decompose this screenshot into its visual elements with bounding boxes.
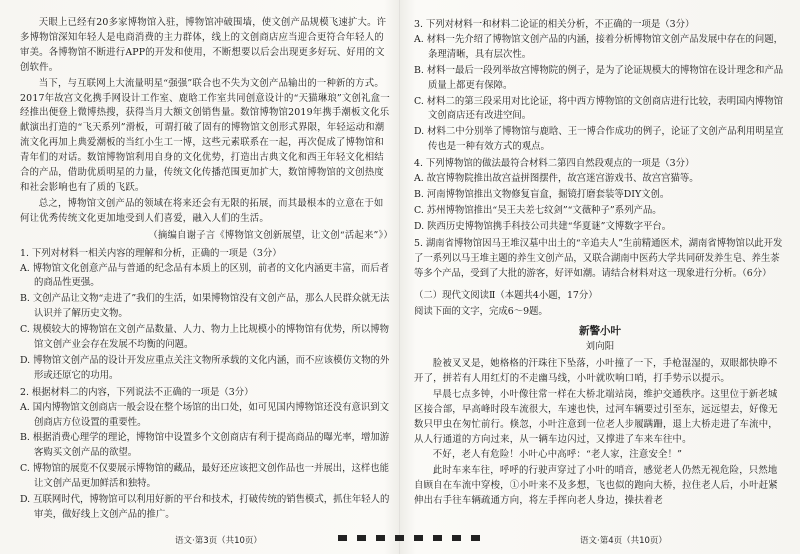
question-4-option-b: B. 河南博物馆推出文物修复盲盒，掘镜打磨套装等DIY文创。 — [414, 188, 670, 200]
right-page — [414, 16, 786, 510]
story-paragraph: 脸被叉叉是，她格格的汗珠往下坠落，小叶撞了一下，手枪湿湿的，双眼都快睁不开了，拼若有人用红灯的不走幽马线，小叶就吹响口哨，打手势示以提示。 — [414, 358, 778, 384]
left-page — [20, 16, 393, 524]
story-paragraph: 不好，老人有危险！小叶心中高呼：“老人家，注意安全！” — [432, 449, 683, 461]
registration-mark — [376, 535, 385, 541]
story-paragraph: 早晨七点多钟，小叶像往常一样在大桥北端站岗，维护交通秩序。这里位于新老城区接合部，早高峰时段车流很大，车速也快，过河车辆要过引至东，远远望去，好像无数只甲虫在匆忙前行。倏忽，小叶注意到一位老人步履蹒跚，退上大桥走进了车流中，从人行通道的方向过来，从一辆车边闪过，又撑进了车来车往中。 — [414, 388, 778, 445]
story-paragraph: 此时车来车往，呼呼的行驶声穿过了小叶的哨音，感觉老人仍然无视危险，只然地自顾自在车流中穿梭，①小叶来不及多想，飞也似的跑向大桥，拉住老人后，小叶赶紧伸出右手往车辆疏通方向，将左手挥向老人身边，操扶着老 — [414, 465, 778, 507]
material-paragraph: 总之，博物馆文创产品的领域在将来还会有无限的拓展，而其最根本的立意在于如何让优秀传统文化更加地受到人们喜爱，融入人们的生活。 — [20, 197, 384, 224]
question-1-option-a: A. 博物馆文化创意产品与普通的纪念品有本质上的区别，前者的文化内涵更丰富，而后者的商品性更强。 — [20, 262, 389, 289]
page-number-right: 语文·第4页（共10页） — [580, 536, 667, 546]
question-4-stem: 4. 下列博物馆的做法最符合材料二第四自然段观点的一项是（3分） — [414, 158, 695, 170]
question-1-option-d: D. 博物馆文创产品的设计开发应重点关注文物所承载的文化内涵，而不应该模仿文物的外形或还原它的功用。 — [20, 354, 390, 381]
question-3-option-a: A. 材料一先介绍了博物馆文创产品的内涵，接着分析博物馆文创产品发展中存在的问题，条理清晰，具有层次性。 — [414, 33, 783, 60]
question-2-option-a: A. 国内博物馆文创商店一般会设在整个场馆的出口处，如可见国内博物馆还没有意识到文创商店方位设置的重要性。 — [20, 401, 389, 428]
question-4-option-d: D. 陕西历史博物馆携手科技公司共建“华夏谜”文博数字平台。 — [414, 220, 672, 232]
story-title: 新警小叶 — [579, 325, 621, 338]
registration-mark — [433, 535, 442, 541]
material-paragraph: 天眼上已经有20多家博物馆入驻，博物馆冲破围墙，使文创产品规模飞速扩大。许多博物馆深知年轻人是电商消费的主力群体，线上的文创商店应当迎合更符合年轻人的审美。各博物馆不断进行APP的开发和使用，不断想要以后会出现更多好玩、好用的文创软件。 — [20, 17, 387, 73]
material-source: （摘编自谢子言《博物馆文创新展望，让文创“活起来”》） — [148, 229, 393, 241]
registration-mark — [338, 535, 347, 541]
registration-mark — [471, 535, 480, 541]
question-3-stem: 3. 下列对材料一和材料二论证的相关分析，不正确的一项是（3分） — [414, 19, 695, 30]
section-heading: （二）现代文阅读Ⅱ（本题共4小题，17分） — [414, 290, 598, 302]
registration-mark — [357, 535, 366, 541]
question-3-option-c: C. 材料二的第三段采用对比论证，将中西方博物馆的文创商店进行比较，表明国内博物馆文创商店还有改进空间。 — [414, 95, 784, 122]
question-2-option-c: C. 博物馆的展览不仅要展示博物馆的藏品，最好还应该把文创作品也一并展出，这样也能让文创产品更加鲜活和独特。 — [20, 463, 390, 490]
registration-marks — [338, 535, 480, 541]
story-author: 刘向阳 — [585, 341, 615, 353]
question-3-option-b: B. 材料一最后一段列举故宫博物院的例子，是为了论证规模大的博物馆在设计理念和产品质量上都更有保障。 — [414, 64, 784, 91]
registration-mark — [395, 535, 404, 541]
question-1-option-b: B. 文创产品让文物“走进了”我们的生活，如果博物馆没有文创产品，那么人民群众就无法认识并了解历史文物。 — [20, 293, 390, 320]
question-5-stem: 5. 湖南省博物馆因马王堆汉墓中出土的“辛追夫人”生前精通医术，湖南省博物馆以此开发了一系列以马王堆主题的养生文创产品，又联合湖南中医药大学共同研发养生皂、养生茶等多个产品，受到了大批的游客，好评如潮。请结合材料对这一现象进行分析。（6分） — [414, 237, 783, 279]
registration-mark — [452, 535, 461, 541]
question-3-option-d: D. 材料二中分别举了博物馆与鹿晗、王一博合作成功的例子，论证了文创产品利用明星宣传也是一种有效方式的观点。 — [414, 126, 784, 153]
page-number-left: 语文·第3页（共10页） — [175, 536, 262, 546]
registration-mark — [414, 535, 423, 541]
question-1-option-c: C. 规模较大的博物馆在文创产品数量、人力、物力上比规模小的博物馆有优势，所以博物馆文创产业会存在发展不均衡的问题。 — [20, 324, 390, 351]
page-fold — [399, 0, 400, 554]
material-paragraph: 当下，与互联网上大流量明星“强强”联合也不失为文创产品输出的一种新的方式。2017年故宫文化携手网设计工作室、鹿晗工作室共同创意设计的“天猫琳琅”文创礼盒一经推出便登上微博热搜，获得当月大额文创销售量。数馆博物馆2019年携手潮板文化乐献演出打造的“飞天系列”滑板，可谓打破了固有的博物馆文创形式界限，年轻运动和潮流文化再加上典爱潮板的当红小生工一博，这些元素联系在一起，再次促成了博物馆和青年们的对话。数馆博物馆利用自身的文化优势，打造出古典文化和西王年轻文化相结合的产品，借助优质明星的力量，传统文化传播范围更加扩大，数馆博物馆的文创热度和社会影响也有了质的飞跃。 — [20, 77, 390, 193]
question-1-stem: 1. 下列对材料一相关内容的理解和分析，正确的一项是（3分） — [20, 247, 282, 259]
question-4-option-c: C. 苏州博物馆推出“吴王夫差七纹剑”“文薇种子”系列产品。 — [414, 204, 662, 216]
question-2-stem: 2. 根据材料二的内容，下列说法不正确的一项是（3分） — [20, 386, 254, 398]
question-2-option-d: D. 互联网时代，博物馆可以利用好新的平台和技术，打破传统的销售模式，抓住年轻人的审美，做好线上文创产品的推广。 — [20, 494, 390, 520]
question-4-option-a: A. 故宫博物院推出故宫益拼图摆件，故宫迷宫游戏书、故宫宫猫等。 — [414, 173, 699, 185]
reading-instruction: 阅读下面的文字，完成6～9题。 — [414, 306, 548, 318]
question-2-option-b: B. 根据消费心理学的理论，博物馆中设置多个文创商店有利于提高商品的曝光率，增加游客购买文创产品的欲望。 — [20, 432, 390, 459]
